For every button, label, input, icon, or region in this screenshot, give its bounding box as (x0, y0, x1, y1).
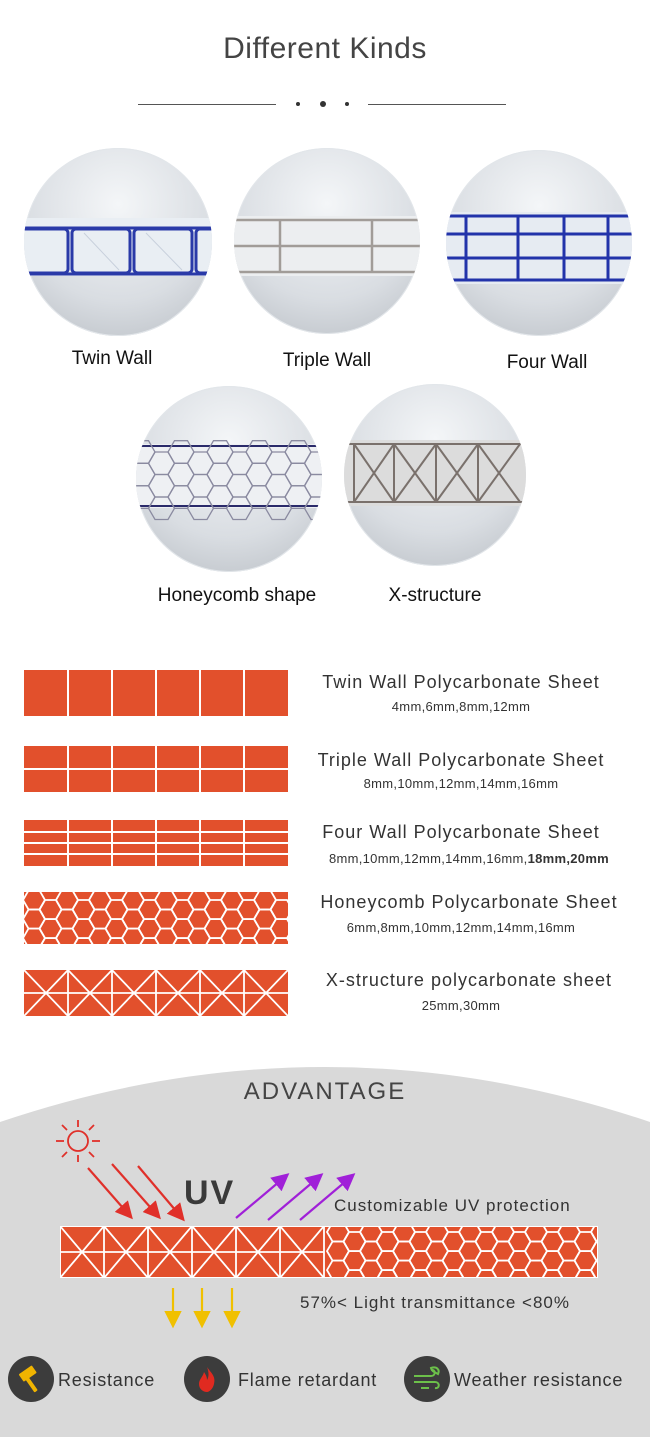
sheet-sizes-honeycomb: 6mm,8mm,10mm,12mm,14mm,16mm (346, 920, 576, 935)
sheet-title-x-structure: X-structure polycarbonate sheet (325, 970, 613, 990)
x-structure-diagram (24, 970, 288, 1016)
sheet-title-triple: Triple Wall Polycarbonate Sheet (317, 750, 605, 770)
honeycomb-diagram (24, 892, 288, 944)
kind-label-twin-wall: Twin Wall (71, 348, 153, 369)
sheet-title-twin: Twin Wall Polycarbonate Sheet (322, 672, 600, 692)
feature-label-resistance: Resistance (58, 1370, 156, 1390)
divider-dot (320, 101, 326, 107)
page-title: Different Kinds (223, 32, 427, 65)
uv-label: UV (184, 1174, 236, 1212)
title-divider-right (368, 104, 506, 105)
light-transmission-arrows (160, 1286, 250, 1332)
sunlight-arrows (84, 1160, 194, 1224)
feature-label-weather-resistance: Weather resistance (454, 1370, 624, 1390)
wind-leaf-icon (404, 1356, 450, 1402)
sheet-sizes-twin: 4mm,6mm,8mm,12mm (391, 699, 531, 714)
four-wall-diagram (24, 820, 288, 866)
advantage-sheet-diagram (60, 1226, 598, 1278)
uv-protection-text: Customizable UV protection (334, 1196, 571, 1215)
kind-label-four-wall: Four Wall (506, 352, 588, 373)
four-wall-sample (446, 150, 632, 336)
honeycomb-sample (136, 386, 322, 572)
sheet-sizes-x-structure: 25mm,30mm (421, 998, 501, 1013)
kind-label-honeycomb: Honeycomb shape (157, 585, 317, 606)
sheet-sizes-four-bold: 18mm,20mm (527, 851, 610, 866)
divider-dot (296, 102, 300, 106)
hammer-icon (8, 1356, 54, 1402)
sheet-sizes-triple: 8mm,10mm,12mm,14mm,16mm (363, 776, 559, 791)
triple-wall-sample (234, 148, 420, 334)
divider-dot (345, 102, 349, 106)
twin-wall-diagram (24, 670, 288, 716)
triple-wall-diagram (24, 746, 288, 792)
sun-icon (52, 1118, 104, 1164)
x-structure-sample (344, 384, 526, 566)
sheet-sizes-four (300, 851, 638, 866)
feature-label-flame-retardant: Flame retardant (238, 1370, 378, 1390)
advantage-title: ADVANTAGE (243, 1078, 407, 1105)
kind-label-x-structure: X-structure (388, 585, 482, 606)
sheet-title-honeycomb: Honeycomb Polycarbonate Sheet (320, 892, 618, 912)
title-divider-left (138, 104, 276, 105)
flame-icon (184, 1356, 230, 1402)
sheet-sizes-four-regular: 8mm,10mm,12mm,14mm,16mm, (328, 851, 528, 866)
twin-wall-sample (24, 148, 212, 336)
light-transmittance-text: 57%< Light transmittance <80% (300, 1293, 570, 1312)
kind-label-triple-wall: Triple Wall (282, 350, 372, 371)
sheet-title-four: Four Wall Polycarbonate Sheet (322, 822, 600, 842)
